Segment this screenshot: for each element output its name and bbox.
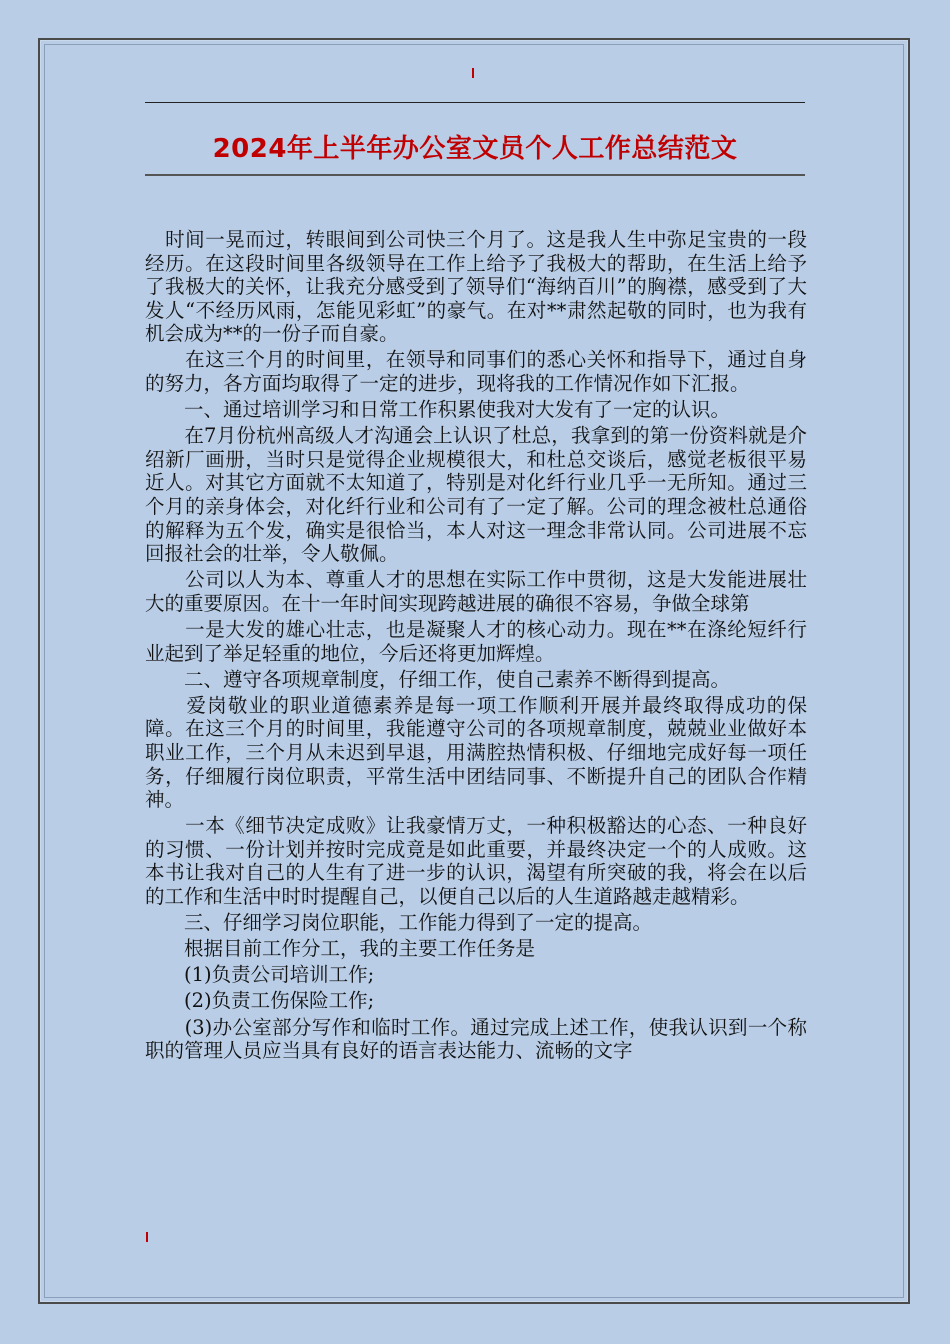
paragraph: 根据目前工作分工，我的主要工作任务是 xyxy=(145,937,536,961)
footer-marker xyxy=(146,1232,148,1242)
title-rule xyxy=(145,174,805,176)
paragraph: 公司以人为本、尊重人才的思想在实际工作中贯彻，这是大发能进展壮大的重要原因。在十一年时间实现跨越进展的确很不容易，争做全球第 xyxy=(145,568,807,615)
paragraph: 时间一晃而过，转眼间到公司快三个月了。这是我人生中弥足宝贵的一段经历。在这段时间里各级领导在工作上给予了我极大的帮助，在生活上给予了我极大的关怀，让我充分感受到了领导们“海纳百川”的胸襟，感受到了大发人“不经历风雨，怎能见彩虹”的豪气。在对**肃然起敬的同时，也为我有机会成为**的一份子而自豪。 xyxy=(145,228,807,346)
header-marker xyxy=(472,68,474,78)
document-body xyxy=(145,228,807,1065)
list-item: (2)负责工伤保险工作; xyxy=(145,989,375,1013)
list-item: (1)负责公司培训工作; xyxy=(145,963,375,987)
paragraph: 在7月份杭州高级人才沟通会上认识了杜总，我拿到的第一份资料就是介绍新厂画册，当时只是觉得企业规模很大，和杜总交谈后，感觉老板很平易近人。对其它方面就不太知道了，特别是对化纤行业几乎一无所知。通过三个月的亲身体会，对化纤行业和公司有了一定了解。公司的理念被杜总通俗的解释为五个发，确实是很恰当，本人对这一理念非常认同。公司进展不忘回报社会的壮举，令人敬佩。 xyxy=(145,424,807,566)
paragraph: 一是大发的雄心壮志，也是凝聚人才的核心动力。现在**在涤纶短纤行业起到了举足轻重的地位，今后还将更加辉煌。 xyxy=(145,618,807,665)
section-heading: 三、仔细学习岗位职能，工作能力得到了一定的提高。 xyxy=(145,911,653,935)
document-title: 2024年上半年办公室文员个人工作总结范文 xyxy=(212,134,738,164)
section-heading: 二、遵守各项规章制度，仔细工作，使自己素养不断得到提高。 xyxy=(145,667,731,691)
paragraph: 一本《细节决定成败》让我豪情万丈，一种积极豁达的心态、一种良好的习惯、一份计划并按时完成竟是如此重要，并最终决定一个的人成败。这本书让我对自己的人生有了进一步的认识，渴望有所突破的我，将会在以后的工作和生活中时时提醒自己，以便自己以后的人生道路越走越精彩。 xyxy=(145,814,807,909)
header-rule xyxy=(145,102,805,103)
list-item: (3)办公室部分写作和临时工作。通过完成上述工作，使我认识到一个称职的管理人员应当具有良好的语言表达能力、流畅的文字 xyxy=(145,1015,807,1063)
section-heading: 一、通过培训学习和日常工作积累使我对大发有了一定的认识。 xyxy=(145,398,731,422)
paragraph: 在这三个月的时间里，在领导和同事们的悉心关怀和指导下，通过自身的努力，各方面均取得了一定的进步，现将我的工作情况作如下汇报。 xyxy=(145,348,807,396)
paragraph: 爱岗敬业的职业道德素养是每一项工作顺利开展并最终取得成功的保障。在这三个月的时间里，我能遵守公司的各项规章制度，兢兢业业做好本职业工作，三个月从未迟到早退，用满腔热情积极、仔细地完成好每一项任务，仔细履行岗位职责，平常生活中团结同事、不断提升自己的团队合作精神。 xyxy=(145,693,807,812)
